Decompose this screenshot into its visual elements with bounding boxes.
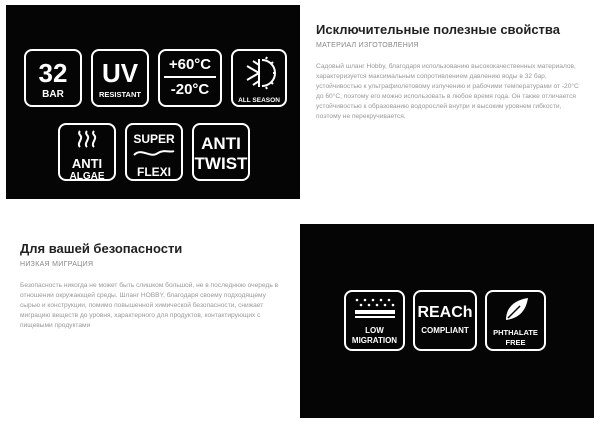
pressure-unit: BAR xyxy=(42,89,64,100)
reach-line1: REACh xyxy=(417,304,473,321)
super-flexi-line2: FLEXI xyxy=(136,165,171,179)
anti-twist-badge xyxy=(192,123,250,181)
reach-compliant-badge xyxy=(413,290,477,351)
low-migration-line1: LOW xyxy=(365,326,384,335)
uv-text: UV xyxy=(101,58,139,88)
migration-dots-icon xyxy=(351,296,399,320)
safety-subtitle: НИЗКАЯ МИГРАЦИЯ xyxy=(20,261,94,268)
temp-low: -20°C xyxy=(170,81,210,98)
all-season-badge xyxy=(231,49,287,107)
pressure-value: 32 xyxy=(38,58,68,88)
reach-line2: COMPLIANT xyxy=(421,326,469,335)
super-flexi-badge xyxy=(125,123,183,181)
leaf-icon xyxy=(502,296,530,322)
phthalate-line2: FREE xyxy=(505,337,526,347)
safety-title: Для вашей безопасности xyxy=(20,241,183,256)
uv-label: RESISTANT xyxy=(99,90,141,99)
waves-icon xyxy=(72,129,102,149)
uv-resistant-badge xyxy=(91,49,149,107)
properties-body: Садовый шланг Hobby, благодаря использованию высококачественных материалов, характеризуется максимальным сопротивлением давлению воды в 32 бар, устойчивостью к ультрафиолетовому излучению и рабочими температурами от -20°C до 60°C, поэтому его можно использовать в любое время года. Он также отличается устойчивостью к образованию водорослей внутри и высоким уровнем гибкости, поэтому не перекручивается. xyxy=(316,63,579,120)
low-migration-badge xyxy=(344,290,405,351)
safety-body: Безопасность никогда не может быть слишком большой, не в последнюю очередь в отношении окружающей среды. Шланг HOBBY, благодаря своему подходящему сырью и конструкции, помимо повышенной химической безопасности, снижает миграцию веществ до уровня, характерного для продуктов, контактирующих с пищевыми продуктами xyxy=(20,282,279,329)
anti-twist-line1: ANTI xyxy=(201,134,241,153)
sun-snowflake-icon xyxy=(242,56,276,90)
pressure-32-bar-badge xyxy=(24,49,82,107)
temperature-range-badge xyxy=(158,49,222,107)
all-season-label: ALL SEASON xyxy=(238,97,280,104)
temp-high: +60°C xyxy=(168,56,212,73)
flex-wave-icon xyxy=(132,147,176,159)
low-migration-line2: MIGRATION xyxy=(351,336,398,345)
anti-algae-line2: ALGAE xyxy=(69,171,105,182)
temp-divider xyxy=(164,76,216,78)
properties-subtitle: МАТЕРИАЛ ИЗГОТОВЛЕНИЯ xyxy=(316,42,419,49)
anti-algae-line1: ANTI xyxy=(71,156,103,171)
properties-text-block xyxy=(316,22,586,122)
safety-text-block xyxy=(20,241,285,331)
features-icon-panel xyxy=(6,5,300,199)
phthalate-free-badge xyxy=(485,290,546,351)
phthalate-line1: PHTHALATE xyxy=(493,328,538,337)
properties-title: Исключительные полезные свойства xyxy=(316,22,560,37)
super-flexi-line1: SUPER xyxy=(133,132,175,146)
anti-twist-line2: TWIST xyxy=(194,154,248,173)
anti-algae-badge xyxy=(58,123,116,181)
